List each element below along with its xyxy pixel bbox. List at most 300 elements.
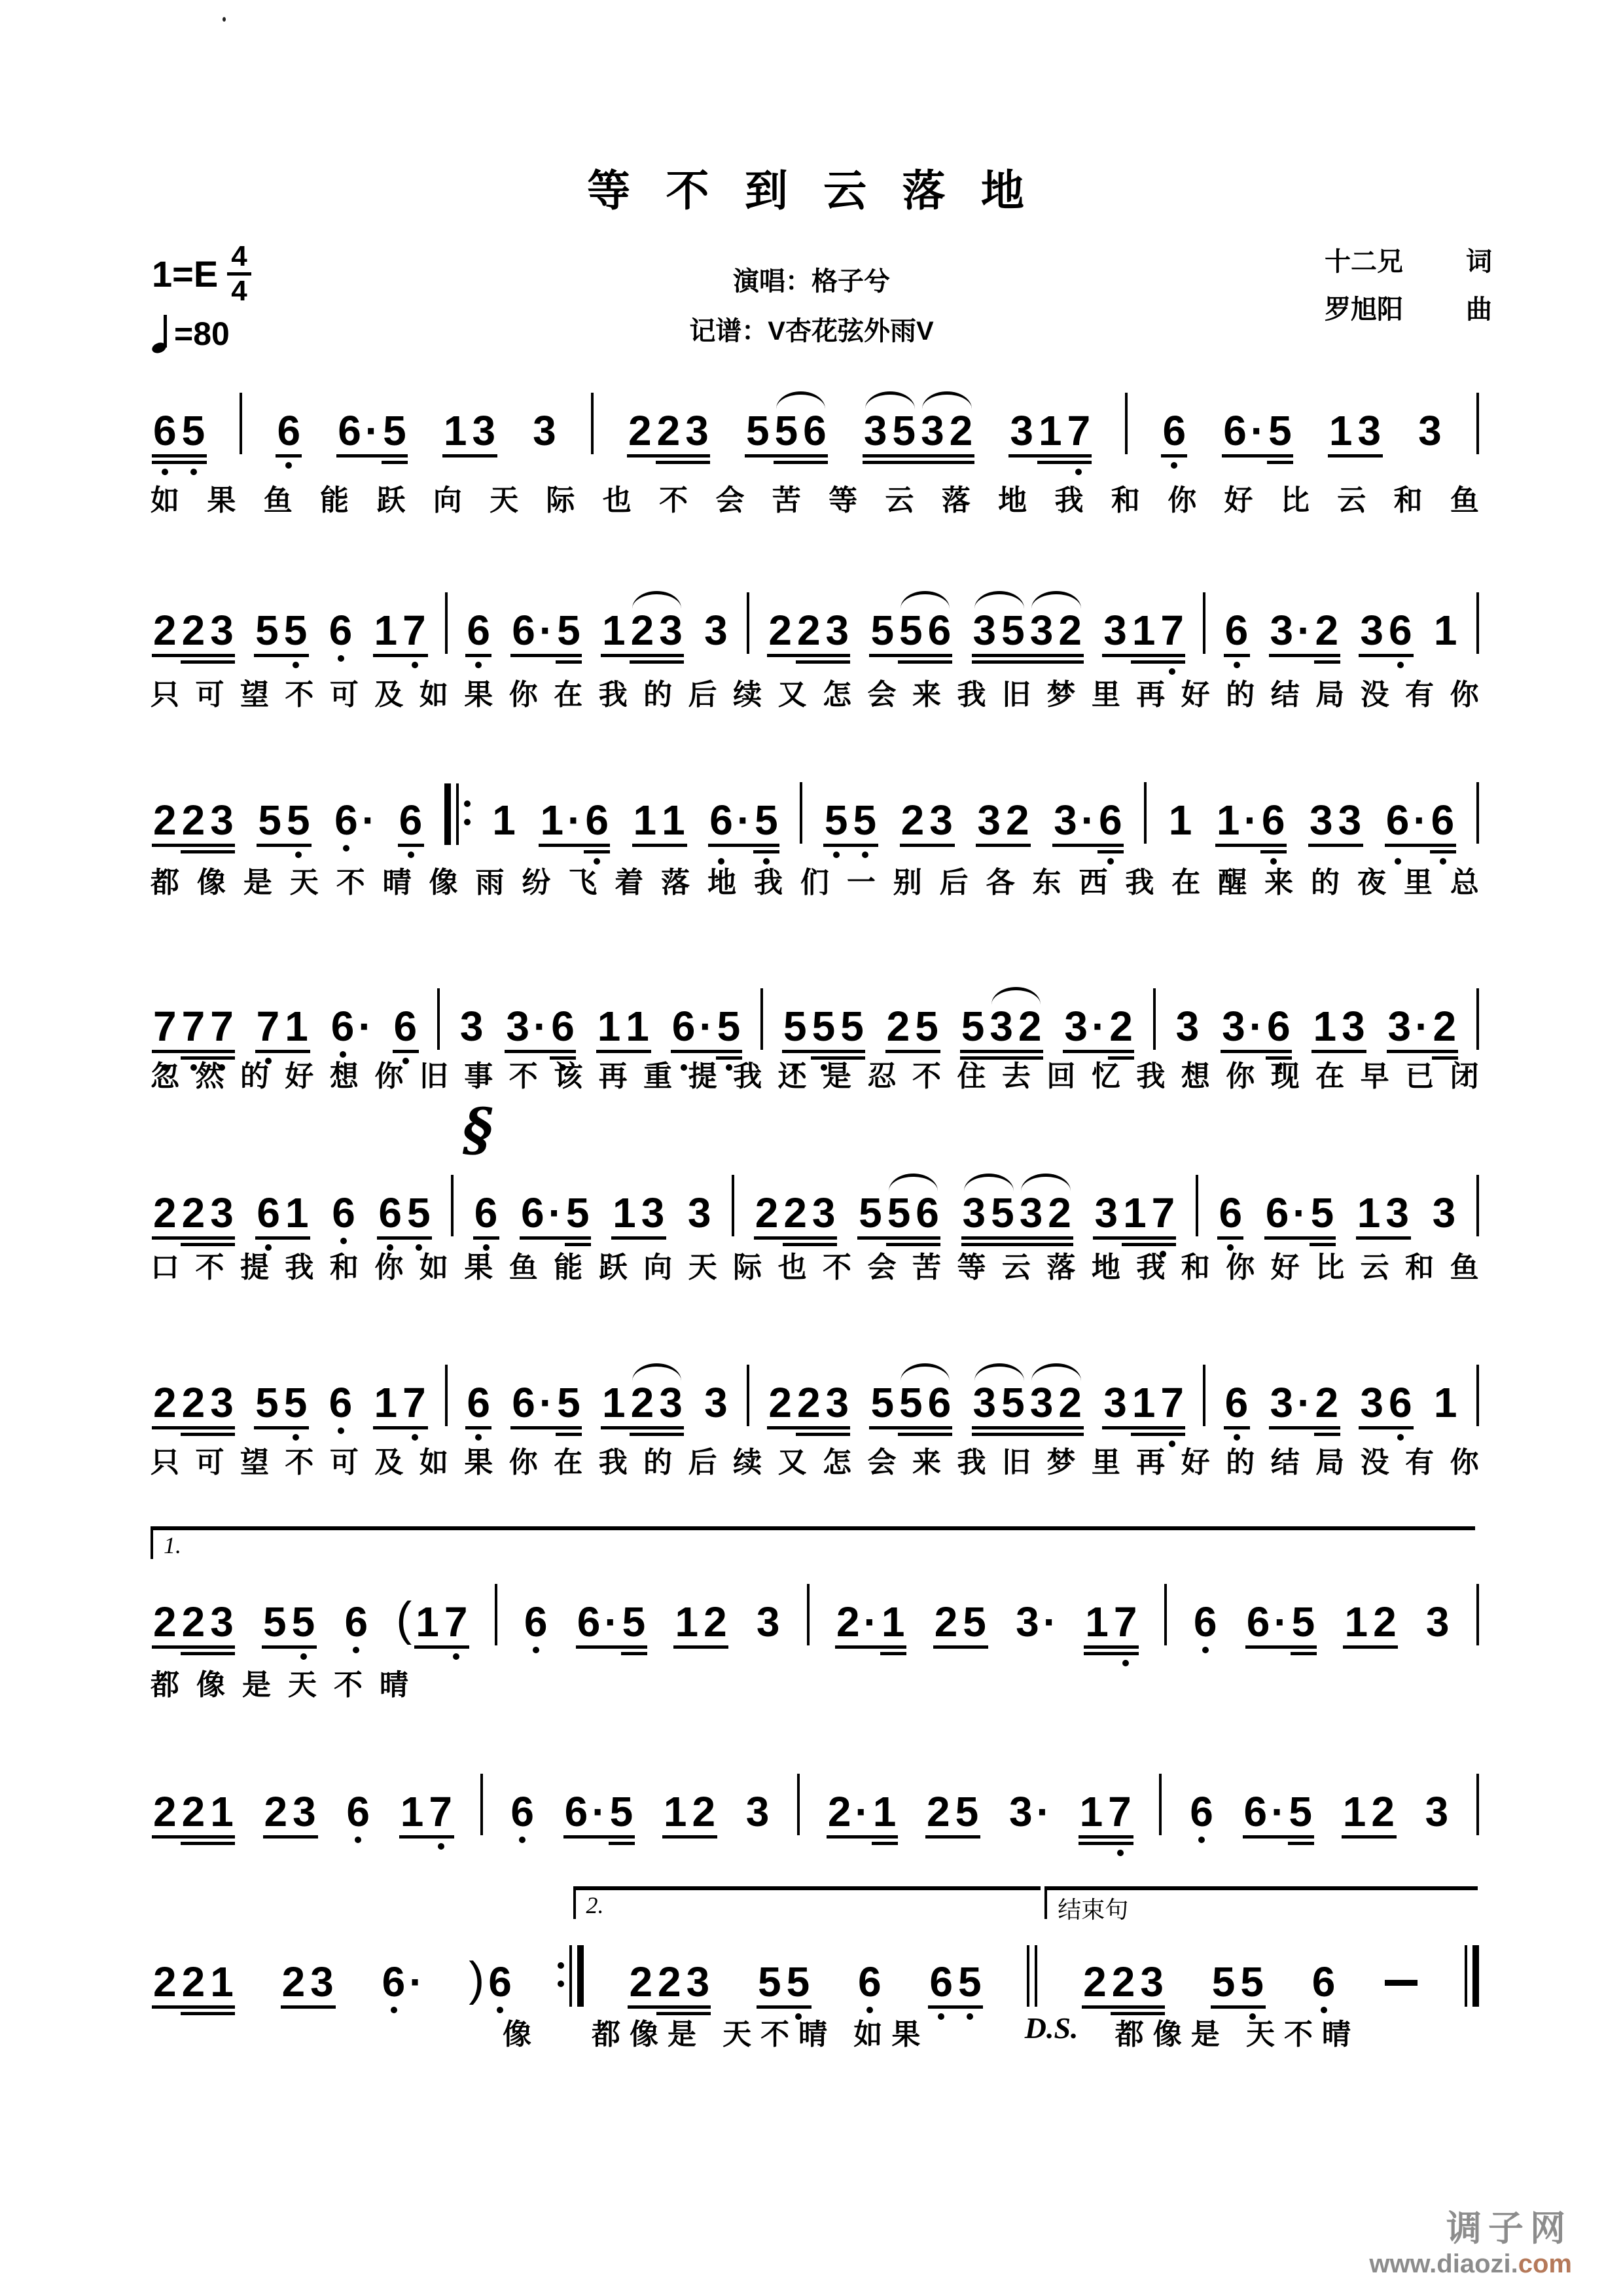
beam-line <box>857 1236 940 1240</box>
lyrics-line <box>151 859 1479 901</box>
lyric-char: 在 <box>554 679 583 711</box>
note-group <box>1423 1788 1452 1835</box>
note-group <box>766 607 851 654</box>
lyric-char: 我 <box>1054 484 1084 516</box>
lyric-char: 有 <box>1405 1446 1435 1479</box>
note-group <box>595 1003 652 1050</box>
beam-line <box>276 454 302 457</box>
note-cell: 2 <box>630 1379 654 1426</box>
beam-line <box>563 1835 635 1839</box>
beam-line <box>976 844 1031 847</box>
lyric-char: 云 <box>1360 1251 1389 1283</box>
beam-line <box>1328 454 1383 457</box>
lyric-char: 都 <box>151 867 179 899</box>
beam-line <box>373 1426 428 1429</box>
lyric-char: 你 <box>1450 679 1479 711</box>
note-group <box>1340 1788 1397 1835</box>
note-group <box>1383 797 1457 844</box>
beam-line <box>473 1236 499 1240</box>
note-cell: 7 <box>256 1003 280 1050</box>
final-barline <box>1465 1944 1479 2005</box>
barline <box>1159 1774 1162 1835</box>
note-group <box>329 1003 374 1050</box>
beam-line <box>1430 850 1456 853</box>
note-cell: · <box>1043 1598 1058 1645</box>
lyric-char: 还 <box>777 1060 807 1092</box>
barline <box>1125 393 1128 454</box>
note-cell: 3 <box>1270 607 1294 654</box>
lyric-char: 各 <box>986 867 1015 899</box>
note-group <box>755 1958 812 2005</box>
low-octave-dot <box>338 655 344 662</box>
lyric-char: 果 <box>464 1251 493 1283</box>
lyric-segment: 都像是 天不晴 如果 <box>591 2018 930 2051</box>
beam-line <box>1267 461 1293 464</box>
beam-line <box>254 654 309 657</box>
low-octave-dot <box>938 2013 944 2020</box>
note-group <box>1061 1003 1135 1050</box>
note-cell: 3 <box>1387 1003 1412 1050</box>
note-group <box>932 1598 989 1645</box>
note-cell: 5 <box>609 1788 633 1835</box>
barline <box>1196 1175 1198 1236</box>
note-cell: 1 <box>285 1189 309 1236</box>
note-cell: 3 <box>210 1379 234 1426</box>
note-group <box>151 1189 236 1236</box>
note-cell: 2 <box>692 1788 716 1835</box>
barline <box>760 988 763 1050</box>
lyric-char: 是 <box>242 1669 271 1701</box>
beam-line <box>1243 1835 1314 1839</box>
note-group <box>971 607 1084 654</box>
note-cell: 6 <box>929 1958 953 2005</box>
beam-line <box>1260 850 1287 853</box>
lyric-char: 只 <box>151 1446 179 1479</box>
low-octave-dot <box>300 1653 307 1660</box>
beam-line <box>1308 844 1363 847</box>
note-cell: · <box>548 1189 562 1236</box>
note-group <box>599 1379 685 1426</box>
note-group <box>672 1598 729 1645</box>
note-cell: 1 <box>597 1003 621 1050</box>
note-cell: 6 <box>1243 1788 1268 1835</box>
lyric-char: 望 <box>240 679 269 711</box>
lyric-char: 一 <box>846 867 876 899</box>
note-cell: 3 <box>962 1189 986 1236</box>
lyric-char: 你 <box>1168 484 1197 516</box>
note-cell: 3 <box>685 407 709 454</box>
lyric-char: 们 <box>800 867 829 899</box>
low-octave-dot <box>1171 462 1177 469</box>
beam-line <box>1093 1236 1176 1240</box>
lyric-char: 苦 <box>772 484 801 516</box>
note-group <box>661 1788 718 1835</box>
low-octave-dot <box>453 1653 459 1660</box>
note-cell: 1 <box>1344 1598 1368 1645</box>
lyric-char: 怎 <box>823 1446 852 1479</box>
note-cell: 6 <box>577 1598 601 1645</box>
beam-line <box>630 1433 684 1436</box>
transcriber-credit: 记谱：V杏花弦外雨V <box>689 317 934 346</box>
lyrics-line <box>151 671 1479 713</box>
note-group <box>253 607 310 654</box>
lyric-char: 的 <box>1226 679 1255 711</box>
beam-line <box>774 461 828 464</box>
volta-label: 2. <box>586 1892 604 1918</box>
lyric-char: 鱼 <box>1450 484 1479 516</box>
lyric-char: 会 <box>867 1251 897 1283</box>
lyric-char: 你 <box>374 1060 404 1092</box>
note-cell: 1 <box>1342 1788 1366 1835</box>
lyric-char: 夜 <box>1357 867 1386 899</box>
note-cell: 3 <box>1064 1003 1088 1050</box>
note-cell: 2 <box>755 1189 779 1236</box>
note-cell: 3 <box>1222 1003 1245 1050</box>
note-cell: 2 <box>153 607 177 654</box>
lyric-char: 我 <box>957 1446 986 1479</box>
beam-line <box>1269 1426 1340 1429</box>
beam-line <box>972 660 1084 664</box>
low-octave-dot <box>862 852 868 858</box>
note-cell: 3 <box>1360 1379 1383 1426</box>
beam-line <box>611 1236 666 1240</box>
note-cell: 3 <box>210 607 234 654</box>
lyric-char: 再 <box>598 1060 628 1092</box>
lyric-char: 忆 <box>1091 1060 1120 1092</box>
lyric-char: 如 <box>419 679 448 711</box>
barline <box>445 592 448 654</box>
note-cell: 7 <box>210 1003 234 1050</box>
beam-line <box>1084 1645 1139 1649</box>
note-cell: 6 <box>521 1189 544 1236</box>
note-group <box>327 1379 355 1426</box>
note-cell: 3 <box>1103 607 1127 654</box>
note-group <box>279 1958 336 2005</box>
note-group <box>398 1788 455 1835</box>
note-cell: 6 <box>257 1189 280 1236</box>
note-cell: · <box>1274 1598 1288 1645</box>
beam-line <box>869 654 952 657</box>
lyric-char: 住 <box>957 1060 986 1092</box>
note-cell: 5 <box>870 607 895 654</box>
note-group <box>151 1788 236 1835</box>
lyric-char: 晴 <box>382 867 412 899</box>
note-cell: 1 <box>663 1788 687 1835</box>
note-cell: · <box>1293 1189 1307 1236</box>
lyric-char: 旧 <box>419 1060 448 1092</box>
low-octave-dot <box>353 1647 359 1653</box>
note-cell: · <box>699 1003 713 1050</box>
lyric-char: 晴 <box>380 1669 408 1701</box>
note-cell: 3 <box>1357 407 1382 454</box>
note-cell: 1 <box>1079 1788 1103 1835</box>
note-cell: 2 <box>181 607 205 654</box>
note-cell: · <box>1036 1788 1050 1835</box>
beam-line <box>753 850 779 853</box>
low-octave-dot <box>162 469 168 475</box>
low-octave-dot <box>1397 662 1404 668</box>
note-group <box>509 1379 583 1426</box>
beam-line <box>254 1426 309 1429</box>
slur-arc <box>1031 1363 1081 1381</box>
note-cell: 3 <box>704 607 728 654</box>
lyric-char: 来 <box>1264 867 1294 899</box>
note-group <box>372 1379 429 1426</box>
note-group <box>1013 1598 1058 1645</box>
note-cell: 5 <box>892 407 916 454</box>
note-cell: 2 <box>628 407 652 454</box>
note-cell: · <box>1415 1003 1429 1050</box>
note-cell: 3 <box>1425 1598 1450 1645</box>
barline <box>1476 393 1479 454</box>
note-cell: · <box>539 607 554 654</box>
note-group <box>855 1958 884 2005</box>
note-cell: 5 <box>963 1598 986 1645</box>
beam-line <box>1215 844 1287 847</box>
lyric-char: 你 <box>1226 1060 1255 1092</box>
beam-line <box>181 2012 235 2015</box>
note-group <box>822 797 879 844</box>
note-cell: 5 <box>283 1379 308 1426</box>
lyric-char: 不 <box>334 1669 363 1701</box>
beam-line <box>181 1652 235 1655</box>
note-group <box>626 1958 712 2005</box>
note-cell: 5 <box>1211 1958 1236 2005</box>
meter-numerator: 4 <box>227 242 251 276</box>
lyrics-line <box>151 1052 1479 1094</box>
lyric-char: 结 <box>1270 1446 1300 1479</box>
volta-bracket <box>573 1886 1041 1919</box>
lyric-char: 天 <box>288 1669 317 1701</box>
low-octave-dot <box>519 1837 526 1843</box>
beam-line <box>1224 654 1250 657</box>
low-octave-dot <box>408 852 414 858</box>
note-cell: 2 <box>1058 1379 1082 1426</box>
lyric-char: 在 <box>1171 867 1201 899</box>
lyric-char: 如 <box>419 1251 448 1283</box>
beam-line <box>1222 454 1293 457</box>
note-cell: 3 <box>1338 797 1362 844</box>
lyric-char: 可 <box>329 1446 359 1479</box>
note-group <box>1222 607 1251 654</box>
note-group <box>151 607 236 654</box>
note-cell: 3 <box>1418 407 1442 454</box>
note-cell: 2 <box>827 1788 851 1835</box>
lyric-char: 果 <box>464 1446 493 1479</box>
barline <box>1476 1584 1479 1645</box>
barline <box>1476 782 1479 844</box>
repeat-start-barline <box>444 782 471 844</box>
note-cell: 5 <box>1310 1189 1334 1236</box>
note-cell: 5 <box>824 797 848 844</box>
note-cell: 2 <box>153 1788 177 1835</box>
beam-line <box>1224 1426 1250 1429</box>
low-octave-dot <box>1117 1850 1124 1856</box>
note-group <box>509 607 583 654</box>
lyric-char: 会 <box>715 484 745 516</box>
note-group <box>151 1958 236 2005</box>
low-octave-dot <box>1075 469 1082 475</box>
note-cell: 7 <box>444 1598 468 1645</box>
note-group <box>626 407 711 454</box>
lyric-char: 比 <box>1315 1251 1345 1283</box>
note-cell: 6 <box>510 1788 534 1835</box>
beam-line <box>152 1835 235 1839</box>
lyric-char: 我 <box>753 867 783 899</box>
note-cell: 7 <box>429 1788 452 1835</box>
barline <box>1203 592 1205 654</box>
beam-line <box>152 1645 235 1649</box>
note-group <box>467 1953 514 2005</box>
lyric-segment: 都像是 天不晴 <box>1115 2018 1360 2051</box>
note-cell: 5 <box>812 1003 836 1050</box>
note-cell: 3 <box>310 1958 334 2005</box>
lyric-char: 你 <box>508 1446 538 1479</box>
volta-label: 1. <box>164 1532 181 1558</box>
lyric-char: 等 <box>957 1251 986 1283</box>
barline <box>1203 1365 1205 1426</box>
note-cell: 3 <box>459 1003 484 1050</box>
lyric-char: 梦 <box>1046 679 1076 711</box>
note-cell: 3 <box>1054 797 1077 844</box>
barline <box>1476 1175 1479 1236</box>
lyric-char: 天 <box>688 1251 717 1283</box>
beam-line <box>257 844 312 847</box>
lyric-char: 提 <box>688 1060 717 1092</box>
note-group <box>1342 1598 1399 1645</box>
note-cell: 3 <box>825 607 849 654</box>
note-cell: 2 <box>264 1788 288 1835</box>
lyric-char: 总 <box>1450 867 1479 899</box>
note-cell: 3 <box>1175 1003 1200 1050</box>
barline <box>1153 988 1156 1050</box>
note-group <box>1092 1189 1177 1236</box>
beam-line <box>1211 2005 1266 2009</box>
note-group <box>1310 1958 1338 2005</box>
beam-line <box>767 1426 850 1429</box>
note-cell: ) <box>469 1953 485 2005</box>
note-cell: 3 <box>977 797 1001 844</box>
barline <box>437 988 440 1050</box>
note-cell: ( <box>396 1593 412 1645</box>
lyric-char: 也 <box>777 1251 807 1283</box>
note-cell: 6 <box>564 1788 588 1835</box>
note-group <box>1355 1189 1412 1236</box>
note-cell: 6 <box>927 1379 952 1426</box>
barline <box>807 1584 810 1645</box>
note-cell: 6 <box>512 1379 535 1426</box>
beam-line <box>925 1835 980 1839</box>
note-cell: 6 <box>1190 1788 1213 1835</box>
beam-line <box>972 1426 1084 1429</box>
note-group <box>1077 1788 1134 1835</box>
notation-line <box>151 1365 1479 1424</box>
lyric-char: 有 <box>1405 679 1435 711</box>
note-cell: 3 <box>293 1788 316 1835</box>
note-cell: 6 <box>488 1958 512 2005</box>
beam-line <box>928 2005 983 2009</box>
note-cell: 1 <box>1357 1189 1381 1236</box>
lyric-char: 会 <box>867 679 897 711</box>
beam-line <box>1245 1645 1317 1649</box>
note-cell: 6 <box>378 1189 402 1236</box>
note-group <box>1381 1980 1421 2003</box>
lyric-char: 你 <box>1450 1446 1479 1479</box>
lyric-char: 又 <box>777 679 807 711</box>
note-cell: 2 <box>949 407 973 454</box>
lyric-char: 我 <box>598 679 628 711</box>
note-cell: 2 <box>1005 797 1029 844</box>
note-group <box>151 1598 236 1645</box>
note-cell: 5 <box>915 1003 938 1050</box>
lyric-char: 是 <box>243 867 272 899</box>
note-cell: 2 <box>796 1379 821 1426</box>
lyric-char: 能 <box>320 484 349 516</box>
note-cell: 5 <box>565 1189 590 1236</box>
note-group <box>1423 1598 1452 1645</box>
beam-line <box>576 1645 647 1649</box>
notation-line <box>151 1774 1479 1833</box>
note-cell: 3 <box>972 1379 997 1426</box>
lyric-char: 重 <box>643 1060 673 1092</box>
note-cell: 3 <box>1360 607 1383 654</box>
note-cell: 3 <box>1010 407 1033 454</box>
notation-line <box>151 592 1479 654</box>
note-cell: 3 <box>1019 1189 1043 1236</box>
repeat-dots <box>558 1944 564 2005</box>
beam-line <box>152 2005 235 2009</box>
lyric-char: 不 <box>659 484 688 516</box>
note-cell: 1 <box>374 607 398 654</box>
note-cell: 7 <box>1113 1598 1137 1645</box>
beam-line <box>1359 654 1414 657</box>
beam-line <box>1102 654 1185 657</box>
note-cell: 2 <box>630 607 654 654</box>
note-cell: 3 <box>687 1189 711 1236</box>
note-cell: · <box>1413 797 1427 844</box>
note-cell: 2 <box>934 1598 958 1645</box>
beam-line <box>510 654 582 657</box>
note-cell: 2 <box>181 1788 205 1835</box>
low-octave-dot <box>355 1837 361 1843</box>
note-group <box>395 1593 470 1645</box>
note-cell: 3 <box>825 1379 849 1426</box>
lyric-char: 好 <box>1270 1251 1300 1283</box>
lyric-char: 地 <box>1091 1251 1120 1283</box>
lyric-char: 天 <box>289 867 319 899</box>
note-cell: 1 <box>602 1379 626 1426</box>
note-cell: 6 <box>399 797 423 844</box>
lyric-char: 可 <box>195 679 224 711</box>
note-cell: 2 <box>886 1003 910 1050</box>
low-octave-dot <box>1202 1647 1209 1653</box>
note-group <box>685 1189 714 1236</box>
note-cell: · <box>1271 1788 1285 1835</box>
note-group <box>391 1003 420 1050</box>
note-group <box>342 1598 370 1645</box>
note-cell: 6 <box>1431 797 1455 844</box>
lyric-char: 和 <box>329 1251 359 1283</box>
beam-line <box>510 1426 582 1429</box>
note-group <box>599 607 685 654</box>
lyric-char: 和 <box>1181 1251 1210 1283</box>
note-cell: 2 <box>1109 1003 1133 1050</box>
note-cell: 2 <box>768 607 792 654</box>
lyric-char: 不 <box>336 867 365 899</box>
beam-line <box>1008 454 1092 457</box>
low-octave-dot <box>338 1427 344 1434</box>
note-cell: · <box>365 407 380 454</box>
